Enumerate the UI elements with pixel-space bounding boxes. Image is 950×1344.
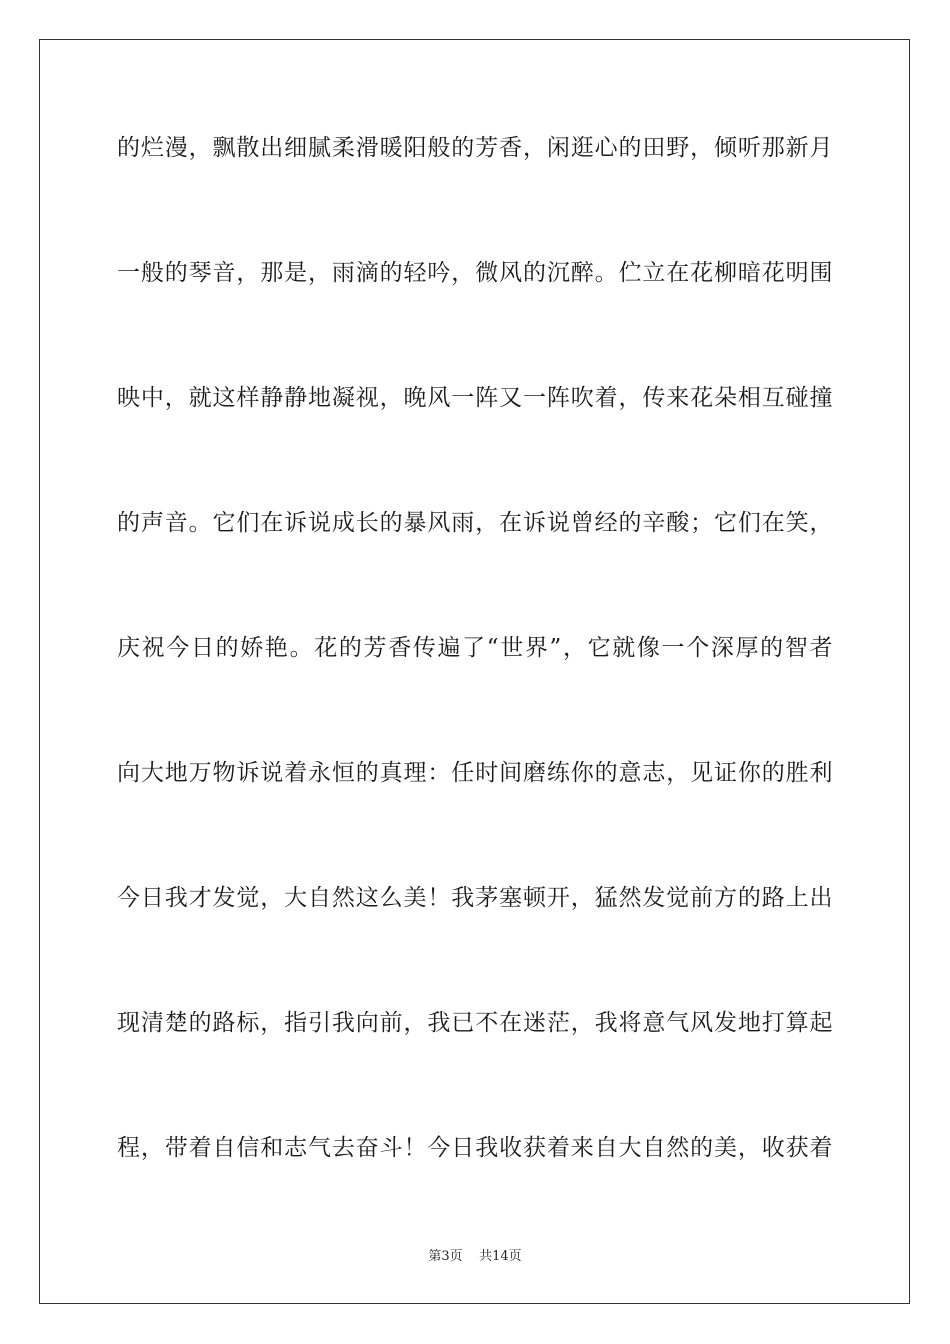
body-text-line: 一般的琴音，那是，雨滴的轻吟，微风的沉醉。伫立在花柳暗花明围 bbox=[117, 260, 833, 286]
body-text-line: 现清楚的路标，指引我向前，我已不在迷茫，我将意气风发地打算起 bbox=[117, 1010, 833, 1036]
body-text-line: 今日我才发觉，大自然这么美！我茅塞顿开，猛然发觉前方的路上出 bbox=[117, 885, 833, 911]
page-total: 共14页 bbox=[479, 1249, 522, 1264]
page-number: 第3页 bbox=[428, 1249, 463, 1264]
body-text-line: 映中，就这样静静地凝视，晚风一阵又一阵吹着，传来花朵相互碰撞 bbox=[117, 385, 833, 411]
body-text-line: 庆祝今日的娇艳。花的芳香传遍了“世界”，它就像一个深厚的智者 bbox=[117, 635, 833, 661]
page-footer bbox=[0, 1248, 950, 1266]
page-frame bbox=[39, 39, 910, 1304]
body-text-line: 向大地万物诉说着永恒的真理：任时间磨练你的意志，见证你的胜利 bbox=[117, 760, 833, 786]
body-text-line: 的烂漫，飘散出细腻柔滑暖阳般的芳香，闲逛心的田野，倾听那新月 bbox=[117, 135, 833, 161]
body-text-line: 程，带着自信和志气去奋斗！今日我收获着来自大自然的美，收获着 bbox=[117, 1135, 833, 1161]
body-text-line: 的声音。它们在诉说成长的暴风雨，在诉说曾经的辛酸；它们在笑， bbox=[117, 510, 833, 536]
